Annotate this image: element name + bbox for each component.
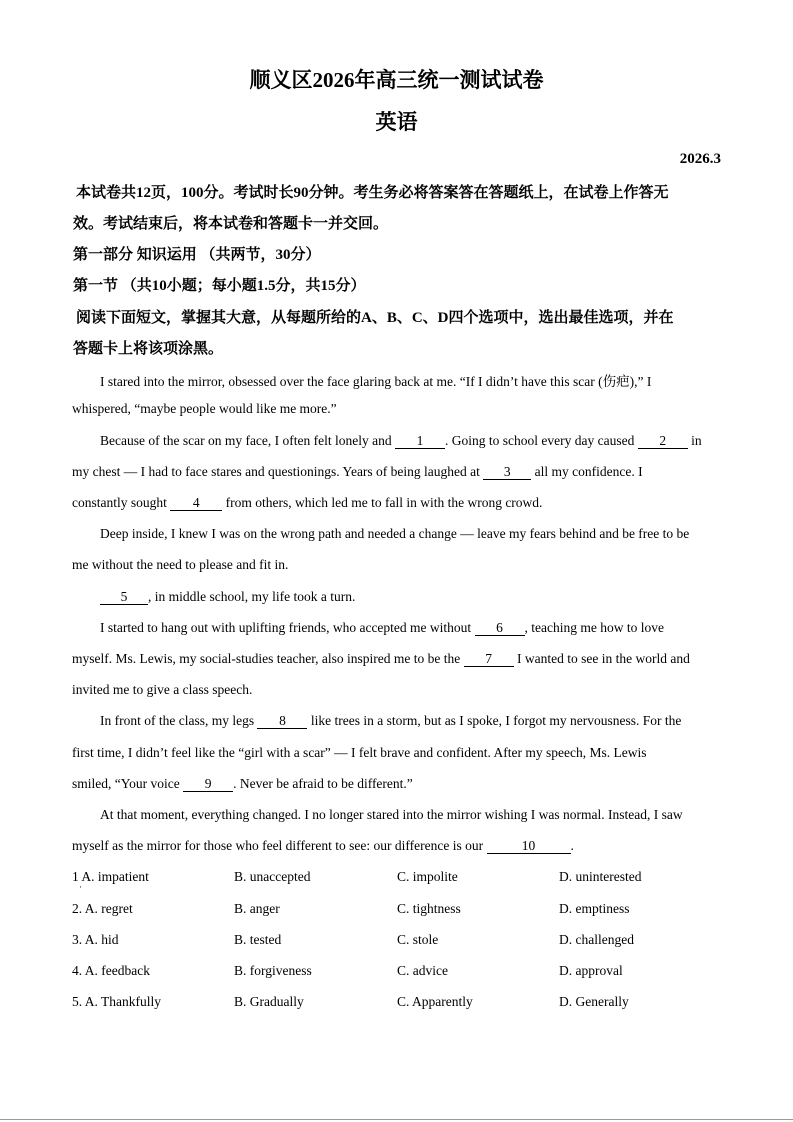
question-1-option-a: 1 A. impatient <box>72 869 149 884</box>
question-3-option-a: 3. A. hid <box>72 932 119 947</box>
passage-line <box>72 838 574 854</box>
instructions-line-2: 效。考试结束后，将本试卷和答题卡一并交回。 <box>73 216 389 232</box>
passage-text: like trees in a storm, but as I spoke, I forgot my nervousness. For the <box>307 713 682 728</box>
passage-line <box>100 713 681 729</box>
blank-8: 8 <box>257 714 307 729</box>
passage-text: myself. Ms. Lewis, my social-studies teacher, also inspired me to be the <box>72 651 464 666</box>
blank-1: 1 <box>395 434 445 449</box>
passage-line <box>72 464 643 480</box>
passage-text: constantly sought <box>72 495 171 510</box>
blank-3: 3 <box>483 465 531 480</box>
passage-text: I wanted to see in the world and <box>513 651 690 666</box>
passage-text: all my confidence. I <box>531 464 643 479</box>
passage-text: smiled, “Your voice <box>72 776 184 791</box>
passage-line: invited me to give a class speech. <box>72 682 253 697</box>
passage-text: my chest — I had to face stares and questionings. Years of being laughed at <box>72 464 484 479</box>
direction-line-2: 答题卡上将该项涂黑。 <box>73 341 224 357</box>
question-2-option-a: 2. A. regret <box>72 901 133 916</box>
passage-line: me without the need to please and fit in. <box>72 557 289 572</box>
passage-text: . Going to school every day caused <box>445 433 638 448</box>
passage-line <box>100 620 664 636</box>
question-3-option-c: C. stole <box>397 932 439 947</box>
passage-line <box>72 776 413 792</box>
blank-10: 10 <box>487 839 571 854</box>
part-heading: 第一部分 知识运用 （共两节，30分） <box>73 247 321 263</box>
section-heading: 第一节 （共10小题；每小题1.5分，共15分） <box>73 278 366 294</box>
passage-line: At that moment, everything changed. I no longer stared into the mirror wishing I was normal. Instead, I saw <box>100 807 683 822</box>
question-2-option-c: C. tightness <box>397 901 461 916</box>
blank-6: 6 <box>475 621 525 636</box>
blank-7: 7 <box>464 652 514 667</box>
passage-text: from others, which led me to fall in with the wrong crowd. <box>222 495 543 510</box>
instructions-line-1: 本试卷共12页，100分。考试时长90分钟。考生务必将答案答在答题纸上，在试卷上作答无 <box>76 185 669 201</box>
passage-text: myself as the mirror for those who feel different to see: our difference is our <box>72 838 487 853</box>
blank-2: 2 <box>638 434 688 449</box>
passage-text: , teaching me how to love <box>524 620 665 635</box>
blank-5: 5 <box>100 590 148 605</box>
passage-line: whispered, “maybe people would like me more.” <box>72 401 337 416</box>
question-4-option-c: C. advice <box>397 963 448 978</box>
direction-line-1: 阅读下面短文，掌握其大意，从每题所给的A、B、C、D四个选项中，选出最佳选项，并在 <box>76 310 674 326</box>
question-4-option-a: 4. A. feedback <box>72 963 150 978</box>
question-2-option-d: D. emptiness <box>559 901 630 916</box>
question-3-option-d: D. challenged <box>559 932 634 947</box>
subject-title: 英语 <box>375 110 418 134</box>
question-1-option-b: B. unaccepted <box>234 869 311 884</box>
question-1-option-c: C. impolite <box>397 869 458 884</box>
stray-mark: · <box>79 882 82 892</box>
passage-text: . Never be afraid to be different.” <box>233 776 413 791</box>
passage-line <box>72 495 542 511</box>
passage-line: I stared into the mirror, obsessed over the face glaring back at me. “If I didn’t have this scar (伤疤),” I <box>100 374 652 389</box>
question-1-option-d: D. uninterested <box>559 869 642 884</box>
passage-text: In front of the class, my legs <box>100 713 258 728</box>
question-4-option-b: B. forgiveness <box>234 963 312 978</box>
question-5-option-d: D. Generally <box>559 994 629 1009</box>
question-5-option-b: B. Gradually <box>234 994 304 1009</box>
passage-line: Deep inside, I knew I was on the wrong path and needed a change — leave my fears behind and be free to be <box>100 526 690 541</box>
passage-text: , in middle school, my life took a turn. <box>148 589 356 604</box>
passage-line <box>72 651 690 667</box>
blank-9: 9 <box>183 777 233 792</box>
exam-title: 顺义区2026年高三统一测试试卷 <box>249 68 544 92</box>
passage-line <box>100 589 355 605</box>
passage-line <box>100 433 702 449</box>
passage-line: first time, I didn’t feel like the “girl with a scar” — I felt brave and confident. After my speech, Ms. Lewis <box>72 745 647 760</box>
exam-date: 2026.3 <box>679 151 721 167</box>
blank-4: 4 <box>170 496 222 511</box>
question-5-option-c: C. Apparently <box>397 994 473 1009</box>
passage-text: . <box>570 838 574 853</box>
question-2-option-b: B. anger <box>234 901 280 916</box>
passage-text: in <box>687 433 702 448</box>
question-5-option-a: 5. A. Thankfully <box>72 994 161 1009</box>
question-3-option-b: B. tested <box>234 932 282 947</box>
passage-text: I started to hang out with uplifting friends, who accepted me without <box>100 620 475 635</box>
passage-text: Because of the scar on my face, I often felt lonely and <box>100 433 396 448</box>
question-4-option-d: D. approval <box>559 963 623 978</box>
page-bottom-rule <box>0 1119 793 1120</box>
